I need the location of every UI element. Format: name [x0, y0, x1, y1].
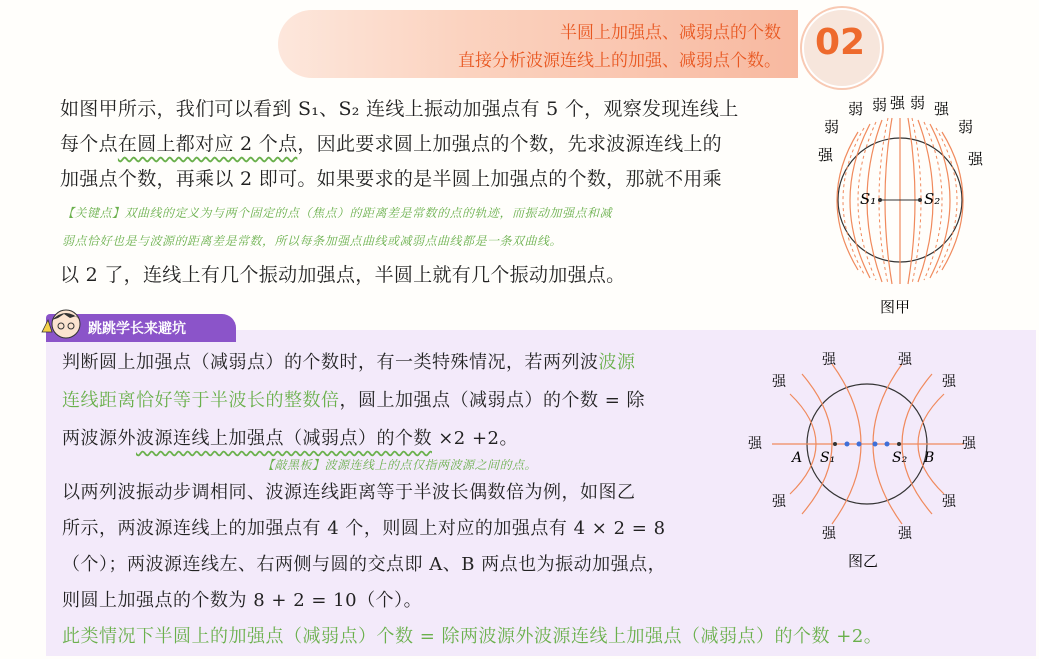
figure-jia — [808, 88, 1008, 318]
paragraph-line: 加强点个数，再乘以 2 即可。如果要求的是半圆上加强点的个数，那就不用乘 — [60, 168, 722, 190]
figure-yi — [742, 344, 982, 570]
label-strong: 强 — [934, 100, 950, 118]
label-strong: 强 — [772, 494, 786, 510]
section-number: 02 — [814, 22, 866, 63]
label-strong: 强 — [748, 436, 762, 452]
label-weak: 弱 — [824, 118, 840, 136]
label-strong: 强 — [898, 352, 912, 368]
label-strong: 强 — [890, 94, 906, 112]
text-span: 每个点 — [60, 133, 118, 155]
s2-label: S₂ — [924, 190, 941, 208]
text-span: 两波源外 — [62, 428, 136, 449]
student-avatar-icon — [40, 306, 84, 342]
figure-caption: 图乙 — [848, 552, 879, 570]
label-weak: 弱 — [848, 100, 864, 118]
tip-line: （个）；两波源连线左、右两侧与圆的交点即 A、B 两点也为振动加强点， — [62, 554, 667, 575]
s1-label: S₁ — [860, 190, 877, 208]
s1-label: S₁ — [820, 450, 836, 466]
figure-caption: 图甲 — [880, 298, 911, 316]
banner-subtitle: 直接分析波源连线上的加强、减弱点个数。 — [458, 51, 781, 71]
text-span: ，因此要求圆上加强点的个数，先求波源连线上的 — [297, 133, 722, 155]
tip-summary: 此类情况下半圆上的加强点（减弱点）个数 = 除两波源外波源连线上加强点（减弱点）的个数 +2。 — [62, 626, 883, 647]
paragraph-line: 如图甲所示，我们可以看到 S₁、S₂ 连线上振动加强点有 5 个，观察发现连线上 — [60, 98, 739, 120]
label-weak: 弱 — [872, 96, 888, 114]
highlight-span: 连线距离恰好等于半波长的整数倍 — [62, 390, 340, 411]
label-strong: 强 — [818, 146, 834, 164]
key-point-note: 弱点恰好也是与波源的距离差是常数，所以每条加强点曲线或减弱点曲线都是一条双曲线。 — [62, 234, 563, 248]
point-b-label: B — [924, 450, 935, 466]
paragraph-line: 以 2 了，连线上有几个振动加强点，半圆上就有几个振动加强点。 — [60, 264, 626, 286]
highlight-span: 波源连线上加强点（减弱点）的个数 — [136, 428, 432, 449]
label-strong: 强 — [968, 150, 984, 168]
text-span: ，圆上加强点（减弱点）的个数 = 除 — [339, 390, 646, 411]
label-strong: 强 — [942, 374, 956, 390]
text-span: 判断圆上加强点（减弱点）的个数时，有一类特殊情况，若两列波 — [62, 352, 599, 373]
key-point-note: 【关键点】双曲线的定义为与两个固定的点（焦点）的距离差是常数的点的轨迹，而振动加强点和减 — [62, 206, 613, 220]
highlight-span: 在圆上都对应 2 个点 — [117, 133, 298, 155]
tip-title: 跳跳学长来避坑 — [88, 321, 186, 337]
label-weak: 弱 — [958, 118, 974, 136]
tip-line: 则圆上加强点的个数为 8 + 2 = 10（个）。 — [62, 590, 423, 611]
label-strong: 强 — [898, 526, 912, 542]
banner-title: 半圆上加强点、减弱点的个数 — [560, 23, 781, 43]
label-strong: 强 — [942, 494, 956, 510]
text-span: ×2 +2。 — [432, 428, 519, 449]
tip-line: 所示，两波源连线上的加强点有 4 个，则圆上对应的加强点有 4 × 2 = 8 — [62, 518, 666, 539]
label-strong: 强 — [822, 526, 836, 542]
blackboard-note: 【敲黑板】波源连线上的点仅指两波源之间的点。 — [262, 458, 538, 472]
label-weak: 弱 — [910, 94, 926, 112]
tip-line: 以两列波振动步调相同、波源连线距离等于半波长偶数倍为例，如图乙 — [62, 482, 636, 503]
paragraph-line — [60, 127, 722, 162]
tip-line — [62, 382, 645, 420]
highlight-span: 波源 — [598, 352, 636, 373]
label-strong: 强 — [772, 374, 786, 390]
point-a-label: A — [792, 450, 803, 466]
s2-label: S₂ — [892, 450, 908, 466]
label-strong: 强 — [822, 352, 836, 368]
tip-line — [62, 344, 636, 382]
label-strong: 强 — [962, 436, 976, 452]
tip-line — [62, 420, 518, 458]
